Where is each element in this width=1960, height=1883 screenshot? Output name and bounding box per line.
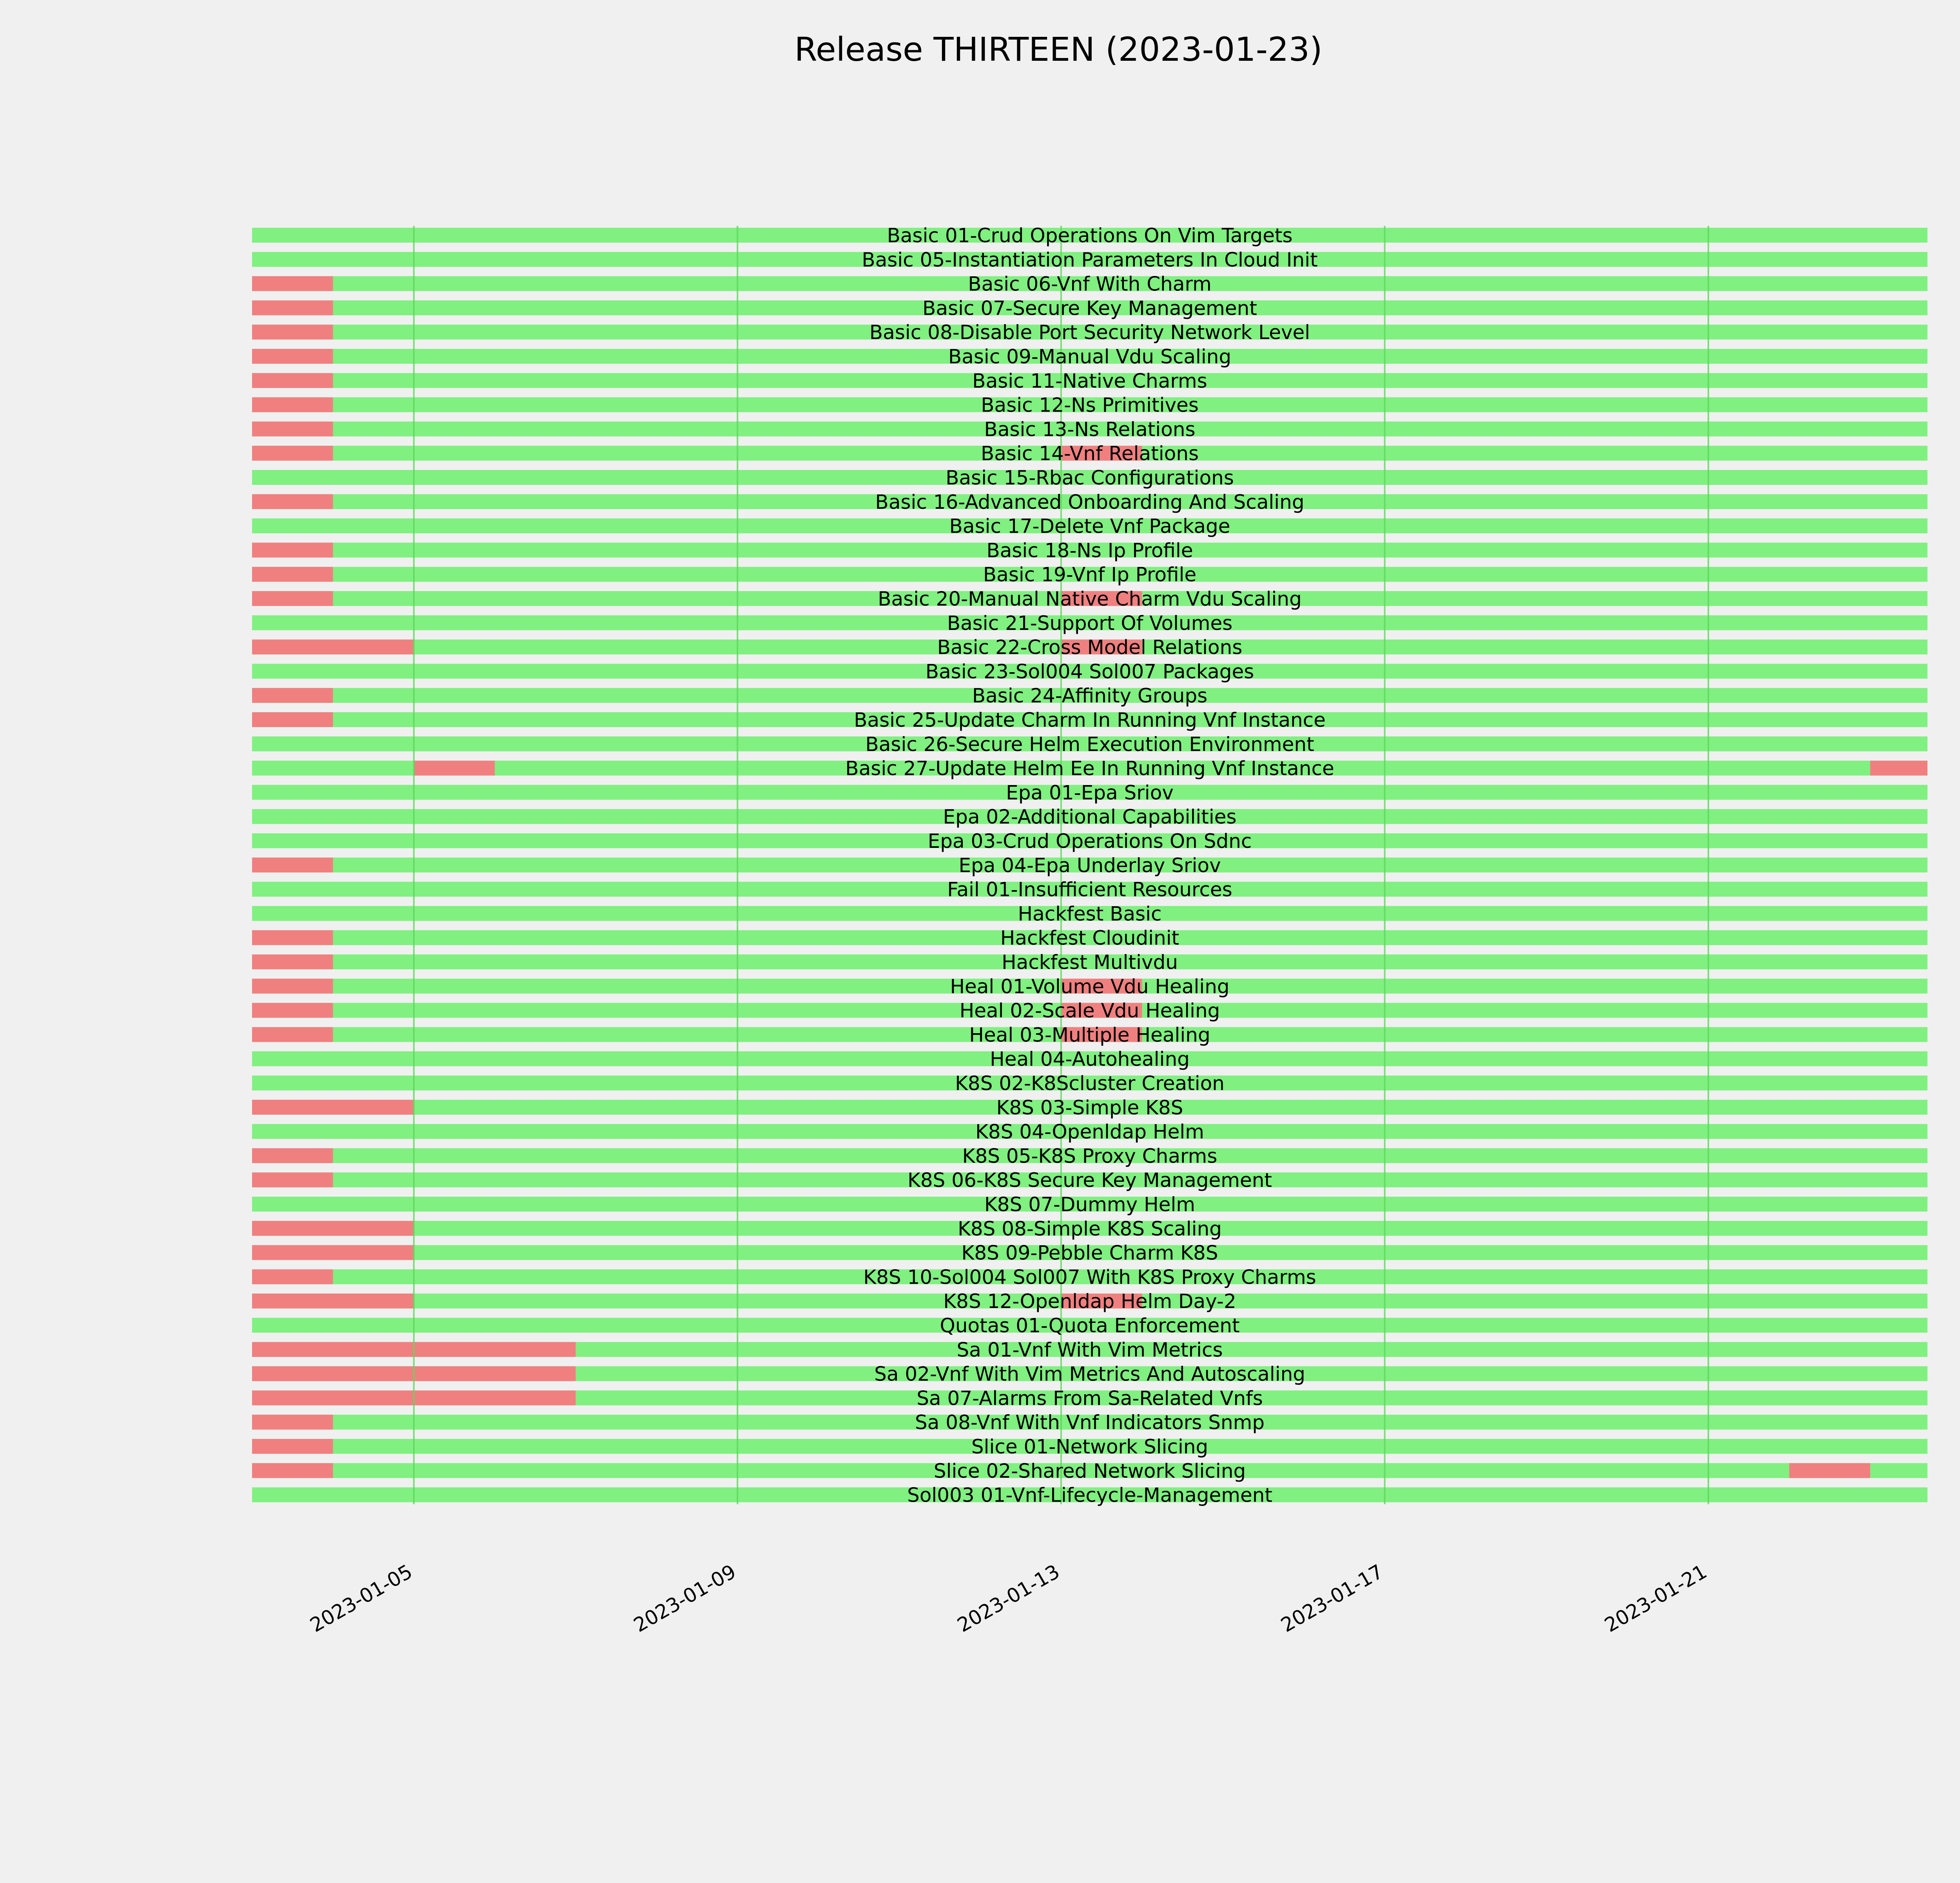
row-label: Quotas 01-Quota Enforcement [940,1314,1240,1337]
row-label: Basic 05-Instantiation Parameters In Cloud Init [862,248,1318,271]
fail-bar [1870,761,1927,776]
x-tick-label: 2023-01-17 [1277,1560,1387,1637]
row-label: K8S 03-Simple K8S [996,1096,1183,1119]
fail-bar [252,446,333,461]
row-label: Basic 13-Ns Relations [984,418,1196,441]
x-tick-label: 2023-01-09 [630,1560,740,1637]
row-label: Basic 15-Rbac Configurations [946,466,1234,489]
row-label: Heal 03-Multiple Healing [969,1023,1210,1047]
row-label: K8S 02-K8Scluster Creation [955,1072,1225,1095]
row-label: Basic 11-Native Charms [972,369,1207,392]
row-label: Basic 19-Vnf Ip Profile [983,563,1197,586]
row-label: Epa 02-Additional Capabilities [943,805,1237,829]
row-label: Basic 07-Secure Key Management [922,297,1257,320]
row-label: Basic 09-Manual Vdu Scaling [948,345,1232,368]
row-label: Basic 01-Crud Operations On Vim Targets [887,224,1293,247]
fail-bar [252,373,333,388]
row-label: Basic 22-Cross Model Relations [937,636,1243,659]
row-label: K8S 12-Openldap Helm Day-2 [943,1290,1236,1313]
row-label: Epa 03-Crud Operations On Sdnc [927,830,1252,853]
row-label: Epa 04-Epa Underlay Sriov [958,854,1221,877]
x-tick-label: 2023-01-21 [1601,1560,1711,1637]
fail-bar [252,1269,333,1284]
fail-bar [252,421,333,436]
fail-bar [414,761,495,776]
row-label: Hackfest Basic [1018,902,1162,925]
fail-bar [252,1003,333,1018]
fail-bar [252,858,333,873]
row-label: Basic 06-Vnf With Charm [968,272,1212,296]
row-label: K8S 07-Dummy Helm [984,1193,1195,1216]
fail-bar [252,276,333,291]
x-tick-label: 2023-01-05 [306,1560,416,1637]
row-label: Heal 04-Autohealing [990,1048,1190,1071]
x-tick-label: 2023-01-13 [953,1560,1063,1637]
row-label: Sa 07-Alarms From Sa-Related Vnfs [916,1387,1263,1410]
chart-title: Release THIRTEEN (2023-01-23) [794,30,1323,69]
fail-bar [252,930,333,945]
row-label: Basic 26-Secure Helm Execution Environment [865,733,1314,756]
fail-bar [252,1439,333,1454]
row-label: Basic 18-Ns Ip Profile [986,539,1193,562]
row-label: Basic 17-Delete Vnf Package [949,515,1230,538]
fail-bar [252,1148,333,1163]
row-label: Basic 08-Disable Port Security Network Level [869,321,1310,344]
fail-bar [1789,1463,1870,1478]
fail-bar [252,591,333,606]
row-label: Sol003 01-Vnf-Lifecycle-Management [907,1484,1272,1507]
fail-bar [252,542,333,557]
row-label: K8S 08-Simple K8S Scaling [958,1217,1222,1240]
row-label: Fail 01-Insufficient Resources [947,878,1232,901]
fail-bar [252,1221,414,1236]
row-label: Heal 01-Volume Vdu Healing [950,975,1230,998]
row-label: Basic 21-Support Of Volumes [947,611,1233,635]
row-label: K8S 04-Openldap Helm [975,1120,1204,1143]
fail-bar [252,1245,414,1260]
fail-bar [252,1415,333,1429]
fail-bar [252,1463,333,1478]
fail-bar [252,567,333,582]
row-label: Basic 27-Update Helm Ee In Running Vnf Instance [845,757,1334,780]
fail-bar [252,397,333,412]
fail-bar [252,300,333,315]
row-label: K8S 09-Pebble Charm K8S [961,1241,1218,1264]
row-label: Heal 02-Scale Vdu Healing [959,999,1220,1022]
row-label: Hackfest Multivdu [1002,951,1178,974]
row-label: Basic 23-Sol004 Sol007 Packages [925,660,1254,683]
row-label: K8S 10-Sol004 Sol007 With K8S Proxy Charms [863,1266,1316,1289]
fail-bar [252,1172,333,1187]
fail-bar [252,712,333,727]
row-label: Hackfest Cloudinit [1000,927,1180,950]
fail-bar [252,640,414,655]
row-label: Basic 24-Affinity Groups [972,684,1208,707]
fail-bar [252,1293,414,1308]
row-label: Basic 14-Vnf Relations [980,442,1199,465]
fail-bar [252,325,333,339]
fail-bar [252,979,333,994]
row-label: Sa 02-Vnf With Vim Metrics And Autoscaling [874,1362,1305,1386]
row-label: Sa 08-Vnf With Vnf Indicators Snmp [915,1411,1265,1434]
row-label: Basic 25-Update Charm In Running Vnf Instance [854,709,1326,731]
fail-bar [252,349,333,364]
row-label: Sa 01-Vnf With Vim Metrics [956,1338,1223,1361]
row-label: Basic 12-Ns Primitives [981,394,1199,417]
row-label: Epa 01-Epa Sriov [1006,781,1174,804]
row-label: Slice 01-Network Slicing [971,1435,1209,1458]
fail-bar [252,1100,414,1115]
row-label: Basic 20-Manual Native Charm Vdu Scaling [878,588,1302,610]
fail-bar [252,954,333,969]
row-label: Basic 16-Advanced Onboarding And Scaling [875,490,1305,513]
row-label: Slice 02-Shared Network Slicing [933,1459,1246,1482]
row-label: K8S 06-K8S Secure Key Management [907,1169,1272,1192]
fail-bar [252,494,333,509]
fail-bar [252,1027,333,1042]
row-label: K8S 05-K8S Proxy Charms [962,1145,1218,1168]
fail-bar [252,688,333,703]
